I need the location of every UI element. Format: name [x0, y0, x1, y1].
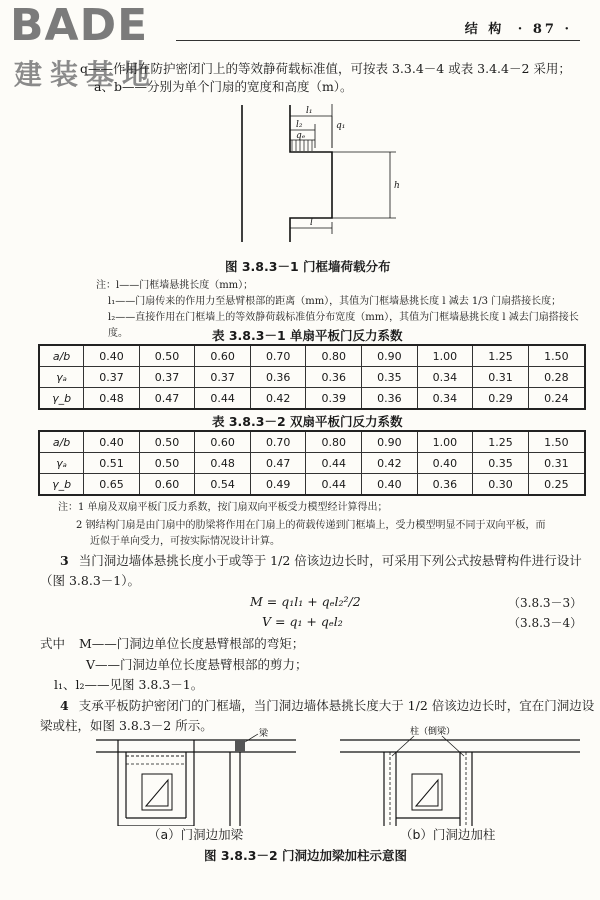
table-cell: 0.50 [139, 431, 195, 453]
table-row [39, 367, 585, 388]
table-cell: 0.35 [362, 367, 418, 388]
table-cell: 0.44 [195, 388, 251, 410]
table-cell: 1.50 [528, 431, 585, 453]
table-row [39, 388, 585, 410]
beam-section [235, 740, 245, 752]
table-cell: 1.00 [417, 431, 473, 453]
where-m-text: M——门洞边单位长度悬臂根部的弯矩； [79, 636, 305, 651]
table1-caption: 表 3.8.3－1 单扇平板门反力系数 [212, 328, 403, 343]
door-leaf-b [412, 774, 442, 810]
table-cell: 0.48 [195, 453, 251, 474]
figure1-note-2: l₁——门扇传来的作用力至悬臂根部的距离（mm），其值为门框墙悬挑长度 l 减去 1/3 门扇搭接长度； [108, 296, 562, 307]
table-cell: 0.28 [528, 367, 585, 388]
figure2a-caption: （a）门洞边加梁 [148, 827, 244, 842]
table-note-2a: 2 钢结构门扇是由门扇中的肋梁将作用在门扇上的荷载传递到门框墙上，受力模型明显不同于双向平板，而 [76, 520, 546, 531]
table-cell: γₐ [39, 453, 84, 474]
column-dashed [390, 752, 466, 826]
label-l2: l₂ [296, 120, 303, 130]
paragraph-3-text: 当门洞边墙体悬挑长度小于或等于 1/2 倍该边边长时，可采用下列公式按悬臂构件进行设计 [78, 553, 582, 568]
table-cell: 0.37 [139, 367, 195, 388]
table-cell: 0.80 [306, 345, 362, 367]
table-cell: 0.49 [250, 474, 306, 496]
table-cell: 0.44 [306, 474, 362, 496]
table-cell: 1.00 [417, 345, 473, 367]
table-cell: 0.36 [250, 367, 306, 388]
table-cell: 0.42 [362, 453, 418, 474]
door-leaf-a [142, 774, 172, 810]
figure2-caption: 图 3.8.3－2 门洞边加梁加柱示意图 [204, 848, 407, 863]
figure1-caption: 图 3.8.3－1 门框墙荷载分布 [225, 259, 391, 274]
table-note-1: 注：1 单扇及双扇平板门反力系数，按门扇双向平板受力模型经计算得出； [58, 502, 388, 513]
figure1-note-3: l₂——直接作用在门框墙上的等效静荷载标准值分布宽度（mm），其值为门框墙悬挑长度 l 减去门扇搭接长度。 [108, 312, 579, 339]
table-cell: 0.30 [473, 474, 529, 496]
table-cell: 0.31 [473, 367, 529, 388]
table-cell: 0.47 [139, 388, 195, 410]
table-cell: a/b [39, 431, 84, 453]
table-cell: 0.35 [473, 453, 529, 474]
table-single-door-coefficients [38, 344, 586, 410]
table-cell: 0.44 [306, 453, 362, 474]
paragraph-3-line-1 [60, 552, 595, 570]
equation-number-3: （3.8.3－3） [508, 596, 583, 610]
page-number: · 87 · [517, 22, 572, 37]
table-cell: 0.90 [362, 431, 418, 453]
formula-moment: M = q₁l₁ + qₑl₂²/2 [250, 594, 361, 609]
table-cell: γ_b [39, 474, 84, 496]
paragraph-4-text: 支承平板防护密闭门的门框墙，当门洞边墙体悬挑长度大于 1/2 倍该边边长时，宜在门洞边设 [78, 698, 595, 713]
table-cell: 0.50 [139, 453, 195, 474]
formula-shear: V = q₁ + qₑl₂ [262, 614, 343, 629]
table-cell: 0.40 [84, 345, 140, 367]
table2-caption: 表 3.8.3－2 双扇平板门反力系数 [212, 414, 403, 429]
table-row [39, 431, 585, 453]
table-cell: γ_b [39, 388, 84, 410]
figure1-note-1: 注：l——门框墙悬挑长度（mm）； [96, 280, 254, 291]
table-cell: 0.42 [250, 388, 306, 410]
paragraph-4-line-2: 梁或柱，如图 3.8.3－2 所示。 [40, 718, 213, 733]
figure-door-edge-beam [96, 726, 296, 826]
table-cell: 0.65 [84, 474, 140, 496]
table-cell: 0.50 [139, 345, 195, 367]
intro-line-1: q——作用在防护密闭门上的等效静荷载标准值，可按表 3.3.4－4 或表 3.4.4－2 采用； [80, 61, 571, 76]
label-h: h [394, 181, 400, 191]
where-line-l: l₁、l₂——见图 3.8.3－1。 [54, 677, 204, 692]
table-row [39, 474, 585, 496]
table-double-door-coefficients [38, 430, 586, 496]
table-cell: 0.34 [417, 388, 473, 410]
label-column: 柱（倒梁） [410, 727, 456, 737]
table-cell: 0.48 [84, 388, 140, 410]
qe-load-arrows [290, 140, 315, 151]
label-l: l [310, 218, 313, 228]
intro-line-2: a、b——分别为单个门扇的宽度和高度（m）。 [94, 79, 353, 94]
table-cell: 0.60 [195, 345, 251, 367]
paragraph-3-line-2: （图 3.8.3－1）。 [40, 573, 140, 588]
where-lead: 式中 [40, 636, 66, 651]
equation-number-4: （3.8.3－4） [508, 616, 583, 630]
table-cell: 0.36 [362, 388, 418, 410]
table-cell: 0.24 [528, 388, 585, 410]
table-cell: 0.25 [528, 474, 585, 496]
table-cell: γₐ [39, 367, 84, 388]
table-cell: 0.70 [250, 431, 306, 453]
table-cell: 0.37 [195, 367, 251, 388]
publisher-logo: BADE [10, 0, 149, 51]
table-cell: 0.60 [195, 431, 251, 453]
table-cell: 0.36 [417, 474, 473, 496]
table-cell: 0.40 [84, 431, 140, 453]
table-cell: 0.54 [195, 474, 251, 496]
header-rule [176, 40, 580, 41]
where-line-v: V——门洞边单位长度悬臂根部的剪力； [86, 657, 308, 672]
table-cell: 0.40 [362, 474, 418, 496]
item-number: 3 [60, 553, 69, 568]
table-cell: 0.31 [528, 453, 585, 474]
table-cell: 0.90 [362, 345, 418, 367]
table-cell: 0.70 [250, 345, 306, 367]
table-cell: 0.40 [417, 453, 473, 474]
table-row [39, 345, 585, 367]
table-cell: 0.37 [84, 367, 140, 388]
table-note-2b: 近似于单向受力，可按实际情况设计计算。 [90, 536, 280, 547]
table-cell: 0.47 [250, 453, 306, 474]
table-cell: 1.25 [473, 345, 529, 367]
running-header [465, 18, 572, 37]
table-cell: 0.80 [306, 431, 362, 453]
label-q1: q₁ [336, 121, 346, 131]
paragraph-4-line-1 [60, 697, 595, 715]
figure-door-edge-column [340, 726, 580, 826]
beam-dashed [126, 756, 186, 764]
table-cell: 0.29 [473, 388, 529, 410]
table-row [39, 453, 585, 474]
table-cell: 0.34 [417, 367, 473, 388]
label-beam: 梁 [259, 729, 269, 739]
label-qe: qₑ [296, 131, 306, 141]
publisher-logo-subtitle: 建装基地 [14, 58, 159, 91]
figure-door-frame-load [220, 100, 420, 250]
label-l1: l₁ [306, 106, 313, 116]
table-cell: 0.39 [306, 388, 362, 410]
where-line-m [40, 635, 304, 653]
table-cell: 0.51 [84, 453, 140, 474]
section-name: 结 构 [464, 22, 505, 37]
table-cell: 1.50 [528, 345, 585, 367]
table-cell: 0.36 [306, 367, 362, 388]
item-number: 4 [60, 698, 69, 713]
figure2b-caption: （b）门洞边加柱 [400, 827, 496, 842]
table-cell: 1.25 [473, 431, 529, 453]
table-cell: 0.60 [139, 474, 195, 496]
table-cell: a/b [39, 345, 84, 367]
